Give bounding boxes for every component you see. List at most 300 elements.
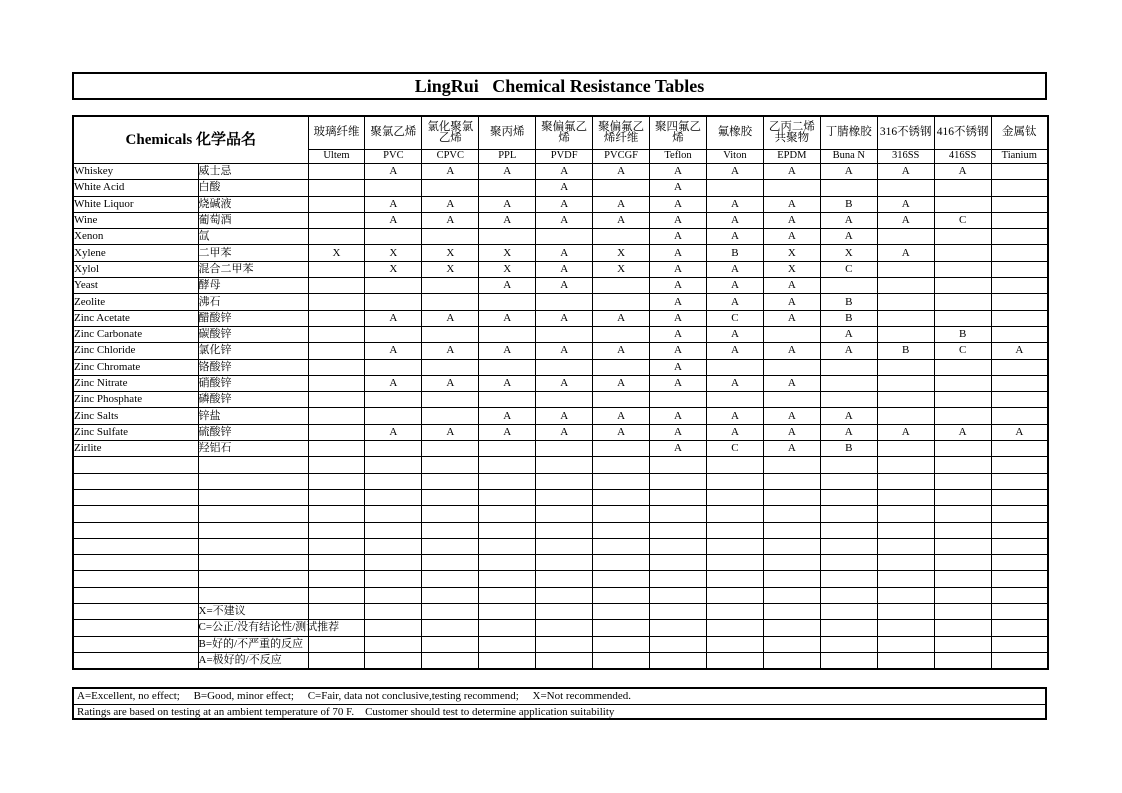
- rating-cell: A: [593, 408, 650, 424]
- chemical-name-zh: 铬酸锌: [198, 359, 308, 375]
- rating-cell: A: [820, 326, 877, 342]
- empty-cell: [198, 522, 308, 538]
- empty-cell: [763, 571, 820, 587]
- rating-cell: [365, 278, 422, 294]
- table-row: [73, 343, 1048, 359]
- empty-cell: [991, 587, 1048, 603]
- rating-cell: [991, 310, 1048, 326]
- rating-cell: A: [763, 441, 820, 457]
- rating-cell: [877, 180, 934, 196]
- empty-cell: [536, 473, 593, 489]
- rating-cell: [308, 294, 365, 310]
- legend-text: B=好的/不严重的反应: [198, 636, 308, 652]
- rating-cell: A: [536, 343, 593, 359]
- empty-cell: [73, 506, 198, 522]
- rating-cell: [991, 212, 1048, 228]
- empty-cell: [365, 555, 422, 571]
- rating-cell: [536, 326, 593, 342]
- material-header-zh: 聚偏氟乙烯纤维: [593, 116, 650, 150]
- chemical-name-zh: 白酸: [198, 180, 308, 196]
- rating-cell: A: [763, 424, 820, 440]
- empty-cell: [479, 652, 536, 669]
- material-header-en: Viton: [706, 150, 763, 164]
- empty-cell: [536, 604, 593, 620]
- empty-cell: [706, 652, 763, 669]
- empty-cell: [536, 538, 593, 554]
- rating-cell: [308, 441, 365, 457]
- rating-cell: A: [763, 310, 820, 326]
- rating-cell: [763, 359, 820, 375]
- rating-cell: C: [934, 343, 991, 359]
- rating-cell: A: [706, 278, 763, 294]
- rating-cell: A: [706, 164, 763, 180]
- rating-cell: [820, 359, 877, 375]
- rating-cell: A: [820, 343, 877, 359]
- rating-cell: A: [991, 424, 1048, 440]
- empty-cell: [820, 636, 877, 652]
- empty-cell: [991, 604, 1048, 620]
- rating-cell: A: [763, 212, 820, 228]
- empty-cell: [934, 587, 991, 603]
- empty-cell: [365, 636, 422, 652]
- empty-cell: [365, 571, 422, 587]
- rating-cell: A: [593, 196, 650, 212]
- empty-cell: [73, 473, 198, 489]
- chemical-name-en: Zinc Nitrate: [73, 375, 198, 391]
- rating-cell: B: [820, 196, 877, 212]
- rating-cell: [593, 180, 650, 196]
- rating-cell: A: [706, 408, 763, 424]
- rating-cell: [308, 180, 365, 196]
- empty-cell: [308, 457, 365, 473]
- empty-cell: [934, 571, 991, 587]
- rating-cell: [706, 180, 763, 196]
- empty-cell: [934, 555, 991, 571]
- chemical-name-en: Zinc Salts: [73, 408, 198, 424]
- empty-cell: [877, 571, 934, 587]
- rating-cell: A: [365, 310, 422, 326]
- table-row: [73, 408, 1048, 424]
- empty-cell: [308, 522, 365, 538]
- chemical-name-en: Xenon: [73, 229, 198, 245]
- empty-cell: [991, 506, 1048, 522]
- rating-cell: [308, 278, 365, 294]
- chemical-name-en: Zinc Phosphate: [73, 392, 198, 408]
- rating-cell: A: [650, 326, 707, 342]
- empty-cell: [820, 457, 877, 473]
- rating-cell: A: [763, 278, 820, 294]
- rating-cell: [820, 278, 877, 294]
- material-header-zh: 玻璃纤维: [308, 116, 365, 150]
- empty-cell: [365, 489, 422, 505]
- rating-cell: A: [877, 212, 934, 228]
- rating-cell: [991, 359, 1048, 375]
- title-box: [72, 72, 1047, 100]
- empty-cell: [308, 652, 365, 669]
- rating-cell: [593, 229, 650, 245]
- empty-cell: [593, 506, 650, 522]
- rating-cell: A: [650, 196, 707, 212]
- empty-cell: [877, 522, 934, 538]
- empty-cell: [536, 636, 593, 652]
- empty-row: [73, 489, 1048, 505]
- empty-cell: [308, 604, 365, 620]
- empty-cell: [422, 489, 479, 505]
- empty-cell: [593, 604, 650, 620]
- empty-cell: [308, 489, 365, 505]
- rating-cell: [991, 245, 1048, 261]
- rating-cell: [991, 180, 1048, 196]
- rating-cell: [934, 196, 991, 212]
- rating-cell: A: [536, 164, 593, 180]
- rating-cell: [422, 408, 479, 424]
- rating-cell: [877, 229, 934, 245]
- empty-cell: [763, 555, 820, 571]
- rating-cell: B: [934, 326, 991, 342]
- empty-cell: [991, 652, 1048, 669]
- rating-cell: A: [650, 261, 707, 277]
- empty-cell: [593, 571, 650, 587]
- material-header-zh: 聚氯乙烯: [365, 116, 422, 150]
- empty-cell: [479, 571, 536, 587]
- empty-cell: [73, 636, 198, 652]
- empty-cell: [536, 555, 593, 571]
- rating-cell: A: [365, 343, 422, 359]
- rating-cell: A: [763, 164, 820, 180]
- rating-cell: [536, 359, 593, 375]
- material-header-en: PVCGF: [593, 150, 650, 164]
- empty-cell: [198, 506, 308, 522]
- chemical-name-zh: 氯化锌: [198, 343, 308, 359]
- rating-cell: A: [650, 375, 707, 391]
- rating-cell: [593, 359, 650, 375]
- rating-cell: A: [479, 424, 536, 440]
- material-header-en: EPDM: [763, 150, 820, 164]
- rating-cell: X: [365, 261, 422, 277]
- empty-row: [73, 538, 1048, 554]
- rating-cell: A: [536, 310, 593, 326]
- rating-cell: A: [706, 196, 763, 212]
- empty-cell: [308, 506, 365, 522]
- rating-cell: X: [593, 261, 650, 277]
- rating-cell: X: [479, 245, 536, 261]
- rating-cell: [991, 392, 1048, 408]
- empty-cell: [706, 457, 763, 473]
- empty-cell: [877, 538, 934, 554]
- rating-cell: C: [820, 261, 877, 277]
- rating-cell: A: [706, 261, 763, 277]
- rating-cell: X: [593, 245, 650, 261]
- rating-cell: A: [763, 343, 820, 359]
- rating-cell: [934, 229, 991, 245]
- rating-cell: A: [479, 343, 536, 359]
- empty-cell: [365, 604, 422, 620]
- rating-cell: [934, 278, 991, 294]
- rating-cell: [422, 441, 479, 457]
- rating-cell: A: [877, 424, 934, 440]
- rating-cell: [991, 441, 1048, 457]
- rating-cell: [422, 180, 479, 196]
- empty-cell: [198, 555, 308, 571]
- rating-cell: A: [650, 164, 707, 180]
- rating-cell: [365, 359, 422, 375]
- empty-cell: [593, 636, 650, 652]
- rating-cell: A: [650, 212, 707, 228]
- rating-cell: [308, 392, 365, 408]
- empty-cell: [877, 620, 934, 636]
- empty-cell: [593, 555, 650, 571]
- empty-cell: [479, 473, 536, 489]
- empty-cell: [422, 636, 479, 652]
- empty-cell: [877, 489, 934, 505]
- rating-cell: [991, 164, 1048, 180]
- rating-cell: [308, 424, 365, 440]
- rating-cell: A: [706, 343, 763, 359]
- rating-cell: A: [479, 375, 536, 391]
- empty-cell: [479, 620, 536, 636]
- empty-cell: [593, 522, 650, 538]
- chemical-name-zh: 硝酸锌: [198, 375, 308, 391]
- rating-cell: [991, 229, 1048, 245]
- rating-cell: A: [934, 424, 991, 440]
- empty-row: [73, 522, 1048, 538]
- empty-row: [73, 506, 1048, 522]
- empty-cell: [479, 522, 536, 538]
- empty-cell: [706, 538, 763, 554]
- rating-cell: [422, 392, 479, 408]
- rating-cell: X: [820, 245, 877, 261]
- empty-cell: [308, 571, 365, 587]
- empty-cell: [820, 620, 877, 636]
- empty-cell: [650, 587, 707, 603]
- chemicals-header: Chemicals 化学品名: [73, 116, 308, 164]
- rating-cell: [706, 392, 763, 408]
- empty-cell: [820, 506, 877, 522]
- empty-cell: [877, 473, 934, 489]
- rating-cell: A: [479, 278, 536, 294]
- empty-cell: [650, 620, 707, 636]
- empty-cell: [308, 587, 365, 603]
- chemical-name-zh: 醋酸锌: [198, 310, 308, 326]
- rating-cell: [593, 326, 650, 342]
- empty-cell: [365, 457, 422, 473]
- rating-cell: [934, 261, 991, 277]
- empty-cell: [198, 587, 308, 603]
- empty-cell: [536, 620, 593, 636]
- material-header-zh: 416不锈钢: [934, 116, 991, 150]
- empty-cell: [706, 587, 763, 603]
- rating-cell: C: [934, 212, 991, 228]
- chemical-name-zh: 葡萄酒: [198, 212, 308, 228]
- empty-cell: [820, 652, 877, 669]
- empty-cell: [763, 604, 820, 620]
- empty-cell: [479, 636, 536, 652]
- rating-cell: [991, 294, 1048, 310]
- empty-cell: [593, 652, 650, 669]
- empty-cell: [73, 457, 198, 473]
- empty-cell: [479, 506, 536, 522]
- empty-cell: [991, 555, 1048, 571]
- material-header-en: Teflon: [650, 150, 707, 164]
- rating-cell: A: [422, 343, 479, 359]
- chemical-name-zh: 磷酸锌: [198, 392, 308, 408]
- empty-cell: [365, 538, 422, 554]
- rating-cell: [877, 359, 934, 375]
- chemical-name-zh: 羟铝石: [198, 441, 308, 457]
- empty-cell: [308, 555, 365, 571]
- empty-cell: [365, 587, 422, 603]
- chemical-name-zh: 酵母: [198, 278, 308, 294]
- chemical-name-zh: 混合二甲苯: [198, 261, 308, 277]
- empty-cell: [991, 620, 1048, 636]
- empty-cell: [422, 620, 479, 636]
- rating-cell: X: [308, 245, 365, 261]
- rating-cell: A: [763, 294, 820, 310]
- rating-cell: A: [422, 310, 479, 326]
- empty-cell: [706, 636, 763, 652]
- rating-cell: [308, 408, 365, 424]
- empty-cell: [934, 538, 991, 554]
- empty-cell: [198, 489, 308, 505]
- table-row: [73, 164, 1048, 180]
- empty-cell: [991, 538, 1048, 554]
- empty-cell: [73, 604, 198, 620]
- rating-cell: A: [365, 196, 422, 212]
- empty-cell: [820, 473, 877, 489]
- table-row: [73, 294, 1048, 310]
- table-row: [73, 212, 1048, 228]
- chemical-name-en: Whiskey: [73, 164, 198, 180]
- rating-cell: X: [763, 261, 820, 277]
- footer-divider: [74, 704, 1045, 705]
- rating-key-note: A=Excellent, no effect; B=Good, minor effect; C=Fair, data not conclusive,testing recommend; X=Not recommended.: [77, 690, 631, 702]
- rating-cell: [593, 278, 650, 294]
- rating-cell: A: [763, 196, 820, 212]
- material-header-zh: 乙丙二烯共聚物: [763, 116, 820, 150]
- rating-cell: [991, 326, 1048, 342]
- empty-row: [73, 473, 1048, 489]
- rating-cell: [877, 278, 934, 294]
- empty-cell: [593, 473, 650, 489]
- rating-cell: A: [365, 164, 422, 180]
- rating-cell: A: [479, 164, 536, 180]
- table-row: [73, 326, 1048, 342]
- chemical-name-zh: 氙: [198, 229, 308, 245]
- empty-cell: [198, 473, 308, 489]
- empty-cell: [934, 636, 991, 652]
- rating-cell: A: [877, 164, 934, 180]
- rating-cell: A: [422, 196, 479, 212]
- empty-cell: [991, 473, 1048, 489]
- material-header-zh: 316不锈钢: [877, 116, 934, 150]
- empty-cell: [422, 473, 479, 489]
- empty-cell: [365, 522, 422, 538]
- rating-cell: [479, 180, 536, 196]
- empty-cell: [479, 457, 536, 473]
- empty-cell: [991, 489, 1048, 505]
- rating-cell: [479, 392, 536, 408]
- empty-cell: [877, 555, 934, 571]
- empty-cell: [479, 604, 536, 620]
- empty-cell: [593, 587, 650, 603]
- rating-cell: A: [650, 278, 707, 294]
- rating-cell: C: [706, 310, 763, 326]
- rating-cell: [991, 408, 1048, 424]
- empty-cell: [536, 457, 593, 473]
- empty-cell: [593, 489, 650, 505]
- material-header-zh: 聚偏氟乙烯: [536, 116, 593, 150]
- empty-cell: [934, 473, 991, 489]
- empty-cell: [198, 571, 308, 587]
- rating-cell: [877, 310, 934, 326]
- empty-cell: [422, 538, 479, 554]
- legend-text: X=不建议: [198, 604, 308, 620]
- chemical-name-en: Zinc Sulfate: [73, 424, 198, 440]
- rating-cell: [820, 375, 877, 391]
- table-row: [73, 310, 1048, 326]
- empty-row: [73, 571, 1048, 587]
- material-header-en: 316SS: [877, 150, 934, 164]
- empty-row: [73, 457, 1048, 473]
- empty-cell: [73, 538, 198, 554]
- empty-cell: [763, 620, 820, 636]
- empty-cell: [650, 506, 707, 522]
- empty-cell: [422, 652, 479, 669]
- table-row: [73, 180, 1048, 196]
- empty-cell: [73, 571, 198, 587]
- rating-cell: B: [820, 294, 877, 310]
- rating-cell: A: [706, 424, 763, 440]
- empty-cell: [991, 522, 1048, 538]
- rating-cell: A: [365, 212, 422, 228]
- empty-cell: [650, 489, 707, 505]
- rating-cell: [422, 294, 479, 310]
- empty-cell: [73, 620, 198, 636]
- rating-cell: A: [593, 375, 650, 391]
- rating-cell: [308, 310, 365, 326]
- legend-row: [73, 620, 1048, 636]
- rating-cell: A: [991, 343, 1048, 359]
- empty-cell: [479, 489, 536, 505]
- empty-cell: [763, 538, 820, 554]
- rating-cell: A: [593, 310, 650, 326]
- empty-cell: [422, 555, 479, 571]
- rating-notes: [72, 687, 1047, 720]
- rating-cell: [308, 326, 365, 342]
- rating-cell: [991, 261, 1048, 277]
- empty-cell: [365, 652, 422, 669]
- table-row: [73, 441, 1048, 457]
- empty-cell: [763, 473, 820, 489]
- page-title: LingRui Chemical Resistance Tables: [414, 75, 705, 96]
- legend-row: [73, 652, 1048, 669]
- rating-cell: [365, 294, 422, 310]
- rating-cell: [308, 359, 365, 375]
- rating-cell: [365, 441, 422, 457]
- rating-cell: A: [479, 408, 536, 424]
- empty-cell: [650, 571, 707, 587]
- rating-cell: C: [706, 441, 763, 457]
- empty-cell: [706, 604, 763, 620]
- rating-cell: A: [479, 196, 536, 212]
- empty-cell: [763, 506, 820, 522]
- rating-cell: A: [536, 408, 593, 424]
- rating-cell: A: [650, 343, 707, 359]
- rating-cell: [593, 294, 650, 310]
- rating-cell: [308, 196, 365, 212]
- rating-cell: [934, 359, 991, 375]
- empty-cell: [820, 538, 877, 554]
